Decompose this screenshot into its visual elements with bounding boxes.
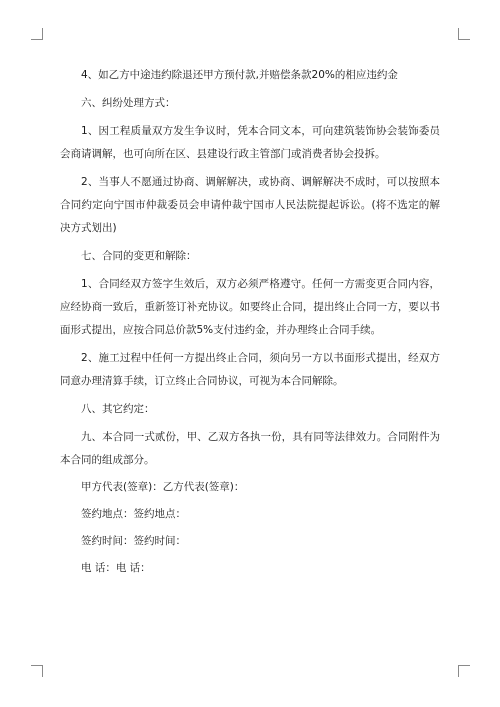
clause-7-2: 2、施工过程中任何一方提出终止合同，须向另一方以书面形式提出，经双方同意办理清算手续，订立终止合同协议，可视为本合同解除。: [60, 352, 440, 387]
crop-mark-top-right: [458, 28, 470, 40]
crop-mark-bottom-right: [458, 665, 470, 677]
section-6-heading: 六、纠纷处理方式：: [81, 97, 176, 109]
signature-representatives: 甲方代表(签章)：乙方代表(签章)：: [81, 481, 245, 493]
clause-7-1: 1、合同经双方签字生效后，双方必须严格遵守。任何一方需变更合同内容，应经协商一致后，重新签订补充协议。如要终止合同，提出终止合同一方，要以书面形式提出，应按合同总价款5%支付违约金，并办理终止合同手续。: [60, 278, 440, 336]
clause-6-2: 2、当事人不愿通过协商、调解解决，或协商、调解解决不成时，可以按照本合同约定向宁国市仲裁委员会申请仲裁宁国市人民法院提起诉讼。(将不选定的解决方式划出): [60, 176, 440, 234]
signature-time: 签约时间：签约时间：: [81, 535, 186, 547]
crop-mark-bottom-left: [31, 665, 43, 677]
signature-location: 签约地点：签约地点：: [81, 508, 186, 520]
signature-phone: 电 话：电 话：: [81, 562, 151, 574]
section-8-heading: 八、其它约定：: [81, 403, 155, 415]
document-body: [60, 64, 440, 580]
section-9-clause: 九、本合同一式贰份，甲、乙双方各执一份，具有同等法律效力。合同附件为本合同的组成部分。: [60, 431, 440, 466]
section-7-heading: 七、合同的变更和解除：: [81, 250, 197, 262]
clause-4-penalty: 4、如乙方中途违约除退还甲方预付款,并赔偿条款20%的相应违约金: [81, 69, 398, 81]
clause-6-1: 1、因工程质量双方发生争议时，凭本合同文本，可向建筑装饰协会装饰委员会商请调解，也可向所在区、县建设行政主管部门或消费者协会投拆。: [60, 125, 440, 160]
signature-block: [60, 476, 440, 580]
crop-mark-top-left: [31, 28, 43, 40]
